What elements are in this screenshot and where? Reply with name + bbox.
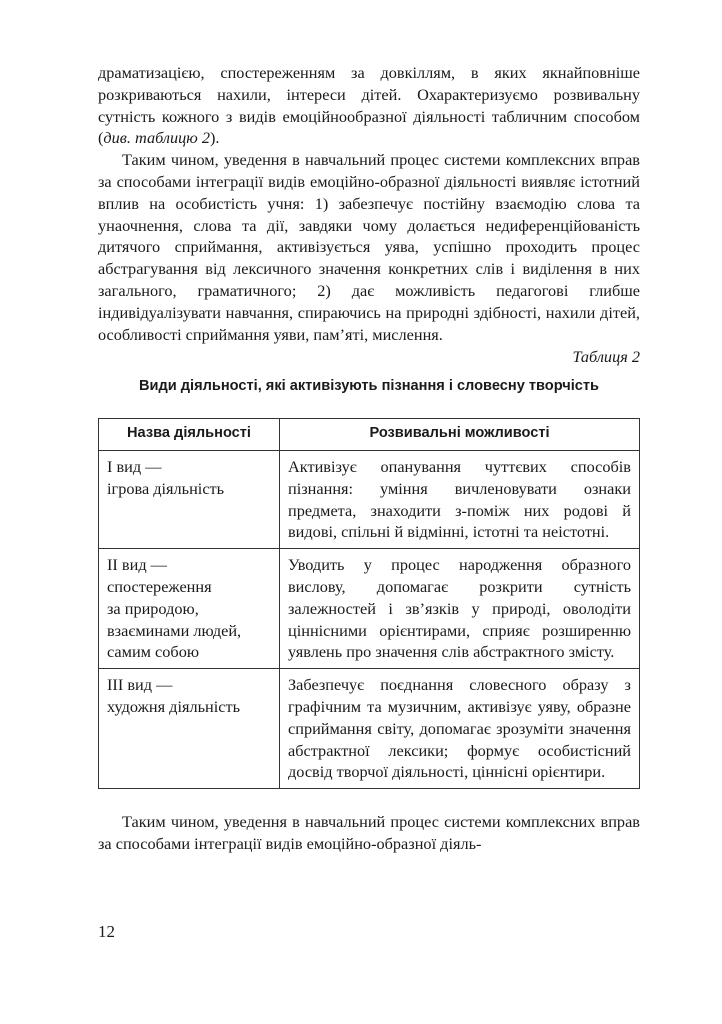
- table-caption: Таблиця 2: [572, 347, 640, 367]
- activity-name-cell: [99, 450, 280, 548]
- activity-name-line: художня діяльність: [107, 696, 241, 716]
- activity-name-cell: [99, 669, 280, 789]
- activity-name-line: самим собою: [107, 642, 199, 662]
- table-row: [99, 450, 640, 548]
- header-development-potential: Розвивальні можливості: [280, 419, 640, 451]
- activity-name-line: І вид —: [107, 456, 162, 476]
- table-reference: див. таблицю 2: [103, 128, 210, 148]
- activity-name-line: ігрова діяльність: [107, 478, 225, 498]
- activity-name-line: за природою,: [107, 598, 199, 618]
- activity-description-cell: Активізує опанування чуттєвих способів пізнання: уміння вичленовувати ознаки предмета, знаходити з-поміж них родові й видові, спільні й відмінні, істотні та неістотні.: [280, 450, 640, 548]
- page-number: 12: [98, 922, 115, 941]
- activity-name-line: ІІ вид —: [107, 555, 167, 575]
- table-title: Види діяльності, які активізують пізнання і словесну творчість: [138, 378, 600, 395]
- header-activity-name: Назва діяльності: [99, 419, 280, 451]
- table-row: [99, 669, 640, 789]
- paragraph-conclusion: Таким чином, уведення в навчальний процес системи комплексних вправ за способами інтеграції видів емоційно-образної діяльності виявляє істотний вплив на особистість учня: 1) забезпечує постійну взаємодію слова та унаочнення, слова та дії, завдяки чому долається недиференційованість дитячого сприймання, активізується уява, успішно проходить процес абстрагування від лексичного значення конкретних слів і виділення в них загального, граматичного; 2) дає можливість педагогові глибше індивідуалізувати навчання, спираючись на природні здібності, нахили дітей, особливості сприймання уяви, пам’яті, мислення.: [98, 150, 640, 344]
- paragraph-continued: Таким чином, уведення в навчальний процес системи комплексних вправ за способами інтеграції видів емоційно-образної діяль-: [98, 812, 640, 853]
- activity-name-cell: [99, 549, 280, 669]
- paragraph-intro-text: драматизацією, спостереженням за довкіллям, в яких якнайповніше розкриваються нахили, інтереси дітей. Охарактеризуємо розвивальну сутність кожного з видів емоційнообразної діяльності табличним способом (: [98, 63, 640, 148]
- activity-description-cell: Забезпечує поєднання словесного образу з графічним та музичним, активізує уяву, образне сприймання світу, допомагає зрозуміти значення абстрактної лексики; формує особистісний досвід творчої діяльності, ціннісні орієнтири.: [280, 669, 640, 789]
- activity-name-line: спостереження: [107, 576, 212, 596]
- table-header-row: [99, 419, 640, 451]
- activity-description-cell: Уводить у процес народження образного вислову, допомагає розкрити сутність залежностей і зв’язків у природі, оволодіти ціннісними орієнтирами, сприяє розширенню уявлень про значення слів абстрактного змісту.: [280, 549, 640, 669]
- activity-name-line: взаєминами людей,: [107, 620, 242, 640]
- page-content: [98, 62, 640, 855]
- activity-name-line: ІІІ вид —: [107, 675, 173, 695]
- paragraph-intro: [98, 62, 640, 149]
- activities-table: [98, 418, 640, 789]
- paragraph-intro-end: ).: [209, 128, 220, 148]
- table-row: [99, 549, 640, 669]
